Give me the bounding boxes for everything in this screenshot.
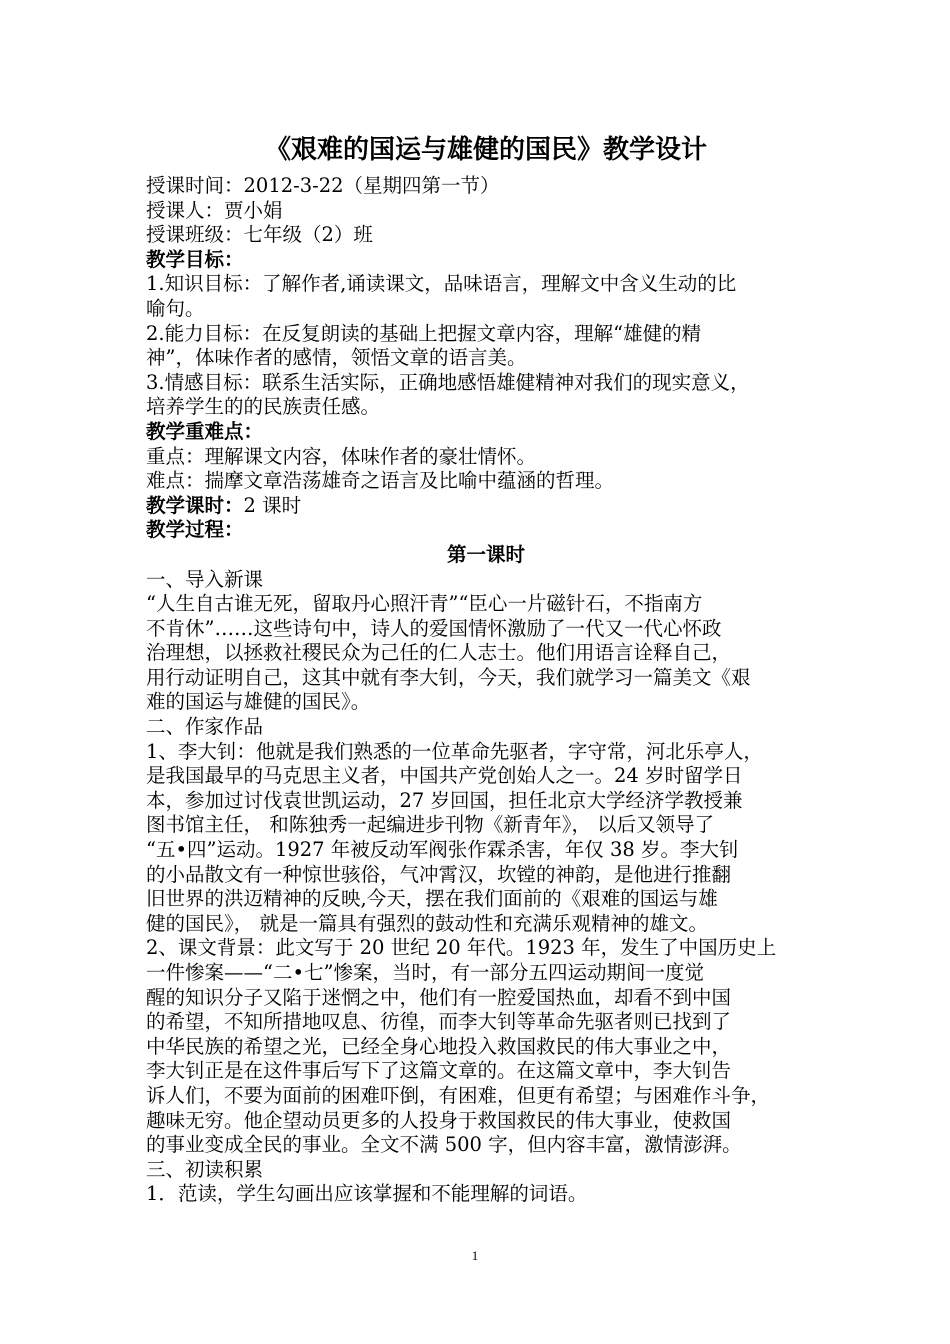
goal-ability-line: 神”，体味作者的感情，领悟文章的语言美。: [146, 346, 527, 370]
paragraph-line: “人生自古谁无死，留取丹心照汗青”“臣心一片磁针石，不指南方: [146, 592, 703, 616]
lesson-hours-value: 2 课时: [243, 493, 302, 517]
key-point-focus: 重点：理解课文内容，体味作者的豪壮情怀。: [146, 444, 537, 468]
lesson-class: 授课班级：七年级（2）班: [146, 223, 373, 247]
paragraph-line: 2、课文背景：此文写于 20 世纪 20 年代。1923 年，发生了中国历史上: [146, 936, 777, 960]
paragraph-line: 的事业变成全民的事业。全文不满 500 字，但内容丰富，激情澎湃。: [146, 1133, 742, 1157]
section1-title: 一、导入新课: [146, 567, 264, 591]
page-number: 1: [471, 1248, 479, 1263]
goal-ability-line: 2.能力目标：在反复朗读的基础上把握文章内容，理解“雄健的精: [146, 321, 702, 345]
paragraph-line: 健的国民》， 就是一篇具有强烈的鼓动性和充满乐观精神的雄文。: [146, 911, 708, 935]
goal-knowledge: [146, 272, 826, 321]
paragraph-line: 诉人们，不要为面前的困难吓倒，有困难，但更有希望；与困难作斗争，: [146, 1083, 771, 1107]
paragraph-line: 趣味无穷。他企望动员更多的人投身于救国救民的伟大事业，使救国: [146, 1108, 732, 1132]
paragraph-line: 的小品散文有一种惊世骇俗，气冲霄汉，坎镗的神韵，是他进行推翻: [146, 862, 732, 886]
process-heading: 教学过程：: [146, 518, 244, 542]
paragraph-line: 治理想，以拯救社稷民众为己任的仁人志士。他们用语言诠释自己，: [146, 641, 732, 665]
goal-knowledge-line: 1.知识目标：了解作者,诵读课文，品味语言，理解文中含义生动的比: [146, 272, 737, 296]
paragraph-line: 的希望，不知所措地叹息、彷徨，而李大钊等革命先驱者则已找到了: [146, 1010, 732, 1034]
section3-item1: 1．范读，学生勾画出应该掌握和不能理解的词语。: [146, 1182, 588, 1206]
key-points-heading: 教学重难点：: [146, 419, 264, 443]
document-title: 《艰难的国运与雄健的国民》教学设计: [264, 135, 707, 165]
section1-paragraph: [146, 592, 826, 715]
paragraph-line: “五•四”运动。1927 年被反动军阀张作霖杀害，年仅 38 岁。李大钊: [146, 838, 739, 862]
paragraph-line: 本，参加过讨伐袁世凯运动，27 岁回国，担任北京大学经济学教授兼: [146, 788, 743, 812]
goal-emotion: [146, 371, 826, 420]
goal-emotion-line: 3.情感目标：联系生活实际，正确地感悟雄健精神对我们的现实意义，: [146, 370, 750, 394]
lesson-hours-label: 教学课时：: [146, 493, 244, 517]
lesson-hours: [146, 494, 826, 519]
paragraph-line: 一件惨案——“二•七”惨案，当时，有一部分五四运动期间一度觉: [146, 961, 704, 984]
section3-title: 三、初读积累: [146, 1157, 264, 1181]
goal-emotion-line: 培养学生的的民族责任感。: [146, 395, 381, 419]
author-paragraph: [146, 740, 826, 937]
lesson-time: 授课时间：2012-3-22（星期四第一节）: [146, 174, 500, 197]
background-paragraph: [146, 936, 826, 1157]
paragraph-line: 用行动证明自己，这其中就有李大钊，今天，我们就学习一篇美文《艰: [146, 665, 751, 689]
paragraph-line: 中华民族的希望之光，已经全身心地投入救国救民的伟大事业之中，: [146, 1034, 732, 1058]
paragraph-line: 醒的知识分子又陷于迷惘之中，他们有一腔爱国热血，却看不到中国: [146, 985, 732, 1009]
goals-heading: 教学目标：: [146, 247, 244, 271]
paragraph-line: 是我国最早的马克思主义者，中国共产党创始人之一。24 岁时留学日: [146, 764, 743, 788]
goal-knowledge-line: 喻句。: [146, 296, 205, 320]
paragraph-line: 1、李大钊：他就是我们熟悉的一位革命先驱者，字守常，河北乐亭人，: [146, 739, 763, 763]
section2-title: 二、作家作品: [146, 715, 264, 739]
paragraph-line: 难的国运与雄健的国民》。: [146, 690, 371, 714]
goal-ability: [146, 322, 826, 371]
lesson-teacher: 授课人：贾小娟: [146, 198, 283, 222]
paragraph-line: 图书馆主任， 和陈独秀一起编进步刊物《新青年》， 以后又领导了: [146, 813, 715, 837]
paragraph-line: 旧世界的洪迈精神的反映,今天，摆在我们面前的《艰难的国运与雄: [146, 887, 718, 911]
paragraph-line: 李大钊正是在这件事后写下了这篇文章的。在这篇文章中，李大钊告: [146, 1059, 732, 1083]
document-page: [146, 130, 826, 1207]
lesson-one-title: 第一课时: [446, 542, 525, 566]
paragraph-line: 不肯休”……这些诗句中，诗人的爱国情怀激励了一代又一代心怀政: [146, 616, 722, 640]
key-point-difficulty: 难点：揣摩文章浩荡雄奇之语言及比喻中蕴涵的哲理。: [146, 469, 615, 493]
